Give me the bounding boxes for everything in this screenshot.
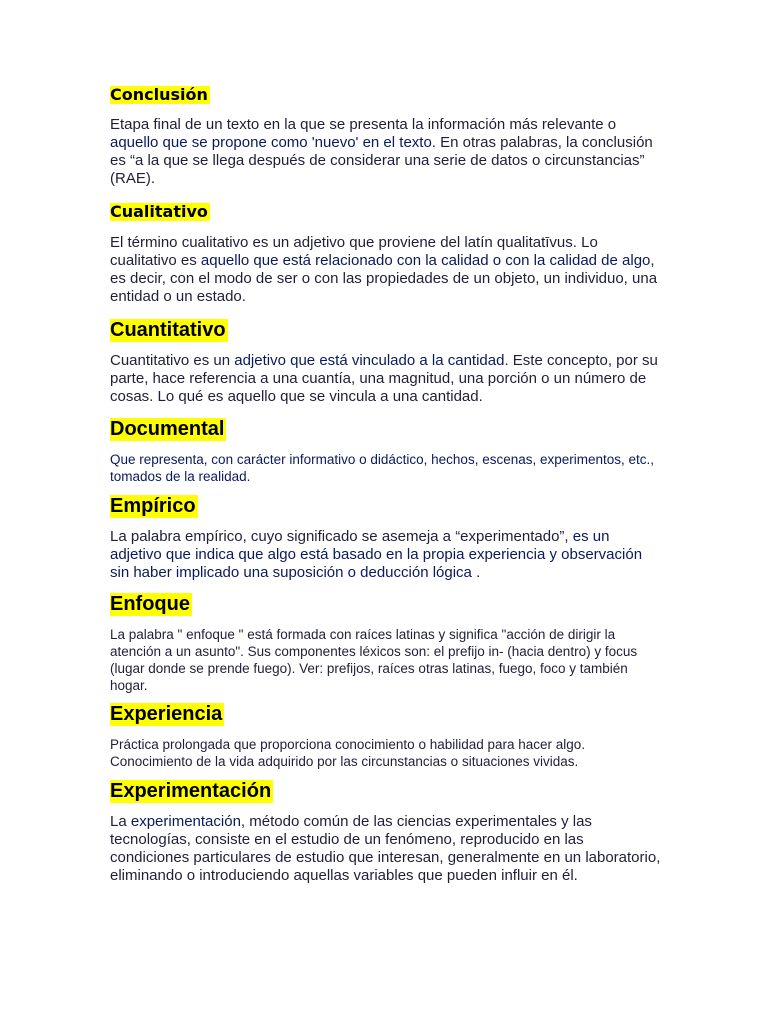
entry-experiencia bbox=[110, 703, 662, 770]
entry-cualitativo bbox=[110, 203, 662, 306]
definition-text: Práctica prolongada que proporciona conocimiento o habilidad para hacer algo. Conocimiento de la vida adquirido por las circunstancias o situaciones vividas. bbox=[110, 737, 586, 769]
term-heading: Cualitativo bbox=[110, 202, 208, 221]
definition-text: Etapa final de un texto en la que se presenta la información más relevante o aquello que se propone como 'nuevo' en el texto. En otras palabras, la conclusión es “a la que se llega después de considerar una serie de datos o circunstancias” (RAE). bbox=[110, 116, 653, 187]
entry-experimentacion bbox=[110, 780, 662, 885]
term-heading: Cuantitativo bbox=[110, 319, 226, 341]
entry-documental bbox=[110, 418, 662, 485]
term-heading: Experimentación bbox=[110, 780, 272, 802]
entry-empirico bbox=[110, 495, 662, 582]
entry-enfoque bbox=[110, 593, 662, 694]
term-heading: Enfoque bbox=[110, 593, 190, 615]
definition-text: El término cualitativo es un adjetivo que proviene del latín qualitatīvus. Lo cualitativo es aquello que está relacionado con la calidad o con la calidad de algo, es decir, con el modo de ser o con las propiedades de un objeto, un individuo, una entidad o un estado. bbox=[110, 234, 658, 305]
definition-text: La palabra " enfoque " está formada con raíces latinas y significa "acción de dirigir la atención a un asunto". Sus componentes léxicos son: el prefijo in- (hacia dentro) y focus (lugar donde se prende fuego). Ver: prefijos, raíces otras latinas, fuego, foco y también hogar. bbox=[110, 627, 638, 693]
term-heading: Empírico bbox=[110, 495, 196, 517]
term-heading: Conclusión bbox=[110, 85, 208, 104]
definition-text: Que representa, con carácter informativo o didáctico, hechos, escenas, experimentos, etc., tomados de la realidad. bbox=[110, 452, 655, 484]
definition-text: Cuantitativo es un adjetivo que está vinculado a la cantidad. Este concepto, por su parte, hace referencia a una cuantía, una magnitud, una porción o un número de cosas. Lo qué es aquello que se vincula a una cantidad. bbox=[110, 352, 658, 405]
term-heading: Documental bbox=[110, 418, 225, 440]
definition-text: La palabra empírico, cuyo significado se asemeja a “experimentado”, es un adjetivo que indica que algo está basado en la propia experiencia y observación sin haber implicado una suposición o deducción lógica . bbox=[110, 528, 643, 581]
definition-text: La experimentación, método común de las ciencias experimentales y las tecnologías, consiste en el estudio de un fenómeno, reproducido en las condiciones particulares de estudio que interesan, generalmente en un laboratorio, eliminando o introduciendo aquellas variables que pueden influir en él. bbox=[110, 813, 661, 884]
term-heading: Experiencia bbox=[110, 703, 223, 725]
entry-conclusion bbox=[110, 86, 662, 188]
entry-cuantitativo bbox=[110, 319, 662, 406]
